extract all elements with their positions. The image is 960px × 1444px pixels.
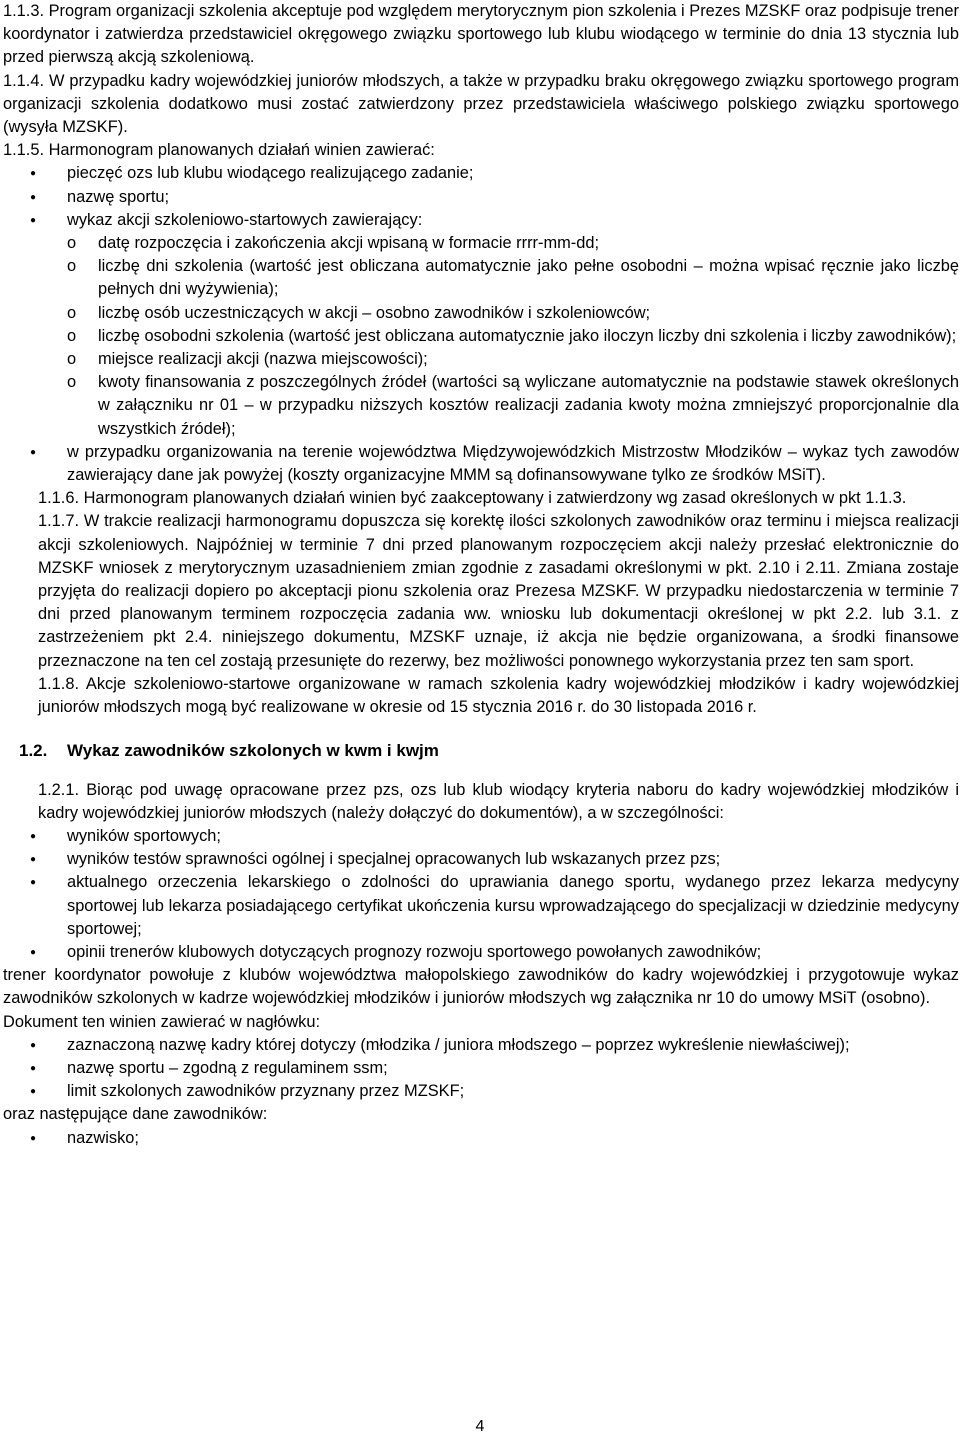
paragraph-text: Dokument ten winien zawierać w nagłówku: xyxy=(3,1012,321,1031)
paragraph-text: aktualnego orzeczenia lekarskiego o zdolności do uprawiania danego sportu, wydanego przez lekarza medycyny sportowej lub lekarza posiadającego certyfikat ukończenia kursu wprowadzającego do specjalizacji w dziedzinie medycyny sportowej; xyxy=(67,873,959,938)
paragraph-text: Biorąc pod uwagę opracowane przez pzs, ozs lub klub wiodący kryteria naboru do kadry wojewódzkiej młodzików i kadry wojewódzkiej juniorów młodszych (należy dołączyć do dokumentów), a w szczególności: xyxy=(38,780,959,822)
paragraph-number: 1.1.5. xyxy=(3,141,45,160)
paragraph-text: zaznaczoną nazwę kadry której dotyczy (młodzika / juniora młodszego – poprzez wykreślenie niewłaściwej); xyxy=(67,1035,850,1054)
bullet-item xyxy=(3,186,959,209)
paragraph xyxy=(3,964,959,1010)
paragraph-text: opinii trenerów klubowych dotyczących prognozy rozwoju sportowego powołanych zawodników; xyxy=(67,942,762,961)
bullet-item xyxy=(3,848,959,871)
paragraph-text: wykaz akcji szkoleniowo-startowych zawierający: xyxy=(67,210,423,229)
bullet-item xyxy=(3,1080,959,1103)
bullet-item xyxy=(3,825,959,848)
paragraph-text: kwoty finansowania z poszczególnych źródeł (wartości są wyliczane automatycznie na podstawie stawek określonych w załączniku nr 01 – w przypadku niższych kosztów realizacji zadania kwoty można zmniejszyć proporcjonalnie dla wszystkich źródeł); xyxy=(98,373,959,438)
bullet-item xyxy=(3,209,959,232)
paragraph-text: W przypadku kadry wojewódzkiej juniorów młodszych, a także w przypadku braku okręgowego związku sportowego program organizacji szkolenia dodatkowo musi zostać zatwierdzony przez przedstawiciela właściwego polskiego związku sportowego (wysyła MZSKF). xyxy=(3,71,959,137)
section-heading xyxy=(3,739,959,762)
bullet-item xyxy=(3,871,959,941)
paragraph-text: wyników testów sprawności ogólnej i specjalnej opracowanych lub wskazanych przez pzs; xyxy=(67,850,721,869)
paragraph-text: nazwę sportu; xyxy=(67,187,170,206)
paragraph-text: wyników sportowych; xyxy=(67,826,221,845)
numbered-paragraph xyxy=(3,139,959,162)
paragraph xyxy=(3,1103,959,1126)
paragraph-text: miejsce realizacji akcji (nazwa miejscowości); xyxy=(98,350,428,369)
numbered-paragraph xyxy=(3,779,959,825)
paragraph-text: trener koordynator powołuje z klubów województwa małopolskiego zawodników do kadry wojewódzkiej i przygotowuje wykaz zawodników szkolonych w kadrze wojewódzkiej młodzików i juniorów młodszych wg załącznika nr 10 do umowy MSiT (osobno). xyxy=(3,966,959,1008)
bullet-item xyxy=(3,1127,959,1150)
paragraph-text: W trakcie realizacji harmonogramu dopuszcza się korektę ilości szkolonych zawodników oraz terminu i miejsca realizacji akcji szkoleniowych. Najpóźniej w terminie 7 dni przed planowanym rozpoczęciem akcji należy przesłać elektronicznie do MZSKF wniosek z merytorycznym uzasadnieniem zmian zgodnie z zasadami określonymi w pkt. 2.10 i 2.11. Zmiana zostaje przyjęta do realizacji dopiero po akceptacji pionu szkolenia oraz Prezesa MZSKF. W przypadku niedostarczenia w terminie 7 dni przed planowanym terminem rozpoczęcia zadania ww. wniosku lub dokumentacji określonej w pkt 2.2. lub 3.1. z zastrzeżeniem pkt 2.4. niniejszego dokumentu, MZSKF uznaje, iż akcja nie będzie organizowana, a środki finansowe przeznaczone na ten cel zostają przesunięte do rezerwy, bez możliwości ponownego wykorzystania przez ten sam sport. xyxy=(38,512,959,670)
paragraph-number: 1.2.1. xyxy=(38,780,80,799)
paragraph xyxy=(3,1011,959,1034)
sub-bullet-item xyxy=(3,302,959,325)
paragraph-text: oraz następujące dane zawodników: xyxy=(3,1105,268,1124)
paragraph-text: liczbę osób uczestniczących w akcji – osobno zawodników i szkoleniowców; xyxy=(98,303,651,322)
paragraph-text: Program organizacji szkolenia akceptuje pod względem merytorycznym pion szkolenia i Prezes MZSKF oraz podpisuje trener koordynator i zatwierdza przedstawiciel okręgowego związku sportowego lub klubu wiodącego w terminie do dnia 13 stycznia lub przed pierwszą akcją szkoleniową. xyxy=(3,2,959,67)
bullet-item xyxy=(3,441,959,487)
sub-bullet-item xyxy=(3,348,959,371)
paragraph-text: Wykaz zawodników szkolonych w kwm i kwjm xyxy=(67,741,439,761)
paragraph-text: nazwę sportu – zgodną z regulaminem ssm; xyxy=(67,1058,388,1077)
page-number: 4 xyxy=(475,1418,485,1435)
numbered-paragraph xyxy=(3,510,959,672)
bullet-item xyxy=(3,162,959,185)
paragraph-number: 1.1.6. xyxy=(38,489,80,508)
numbered-paragraph xyxy=(3,0,959,70)
paragraph-text: liczbę osobodni szkolenia (wartość jest obliczana automatycznie jako iloczyn liczby dni szkolenia i liczby zawodników); xyxy=(98,326,957,345)
bullet-item xyxy=(3,1057,959,1080)
sub-bullet-item xyxy=(3,255,959,301)
paragraph-text: Harmonogram planowanych działań winien być zaakceptowany i zatwierdzony wg zasad określonych w pkt 1.1.3. xyxy=(79,489,907,508)
sub-bullet-item xyxy=(3,232,959,255)
paragraph-text: pieczęć ozs lub klubu wiodącego realizującego zadanie; xyxy=(67,164,474,183)
paragraph-text: w przypadku organizowania na terenie województwa Międzywojewódzkich Mistrzostw Młodzików – wykaz tych zawodów zawierający dane jak powyżej (koszty organizacyjne MMM są dofinansowywane tylko ze środków MSiT). xyxy=(67,442,959,485)
paragraph-number: 1.2. xyxy=(19,741,48,761)
paragraph-text: datę rozpoczęcia i zakończenia akcji wpisaną w formacie rrrr-mm-dd; xyxy=(98,234,600,253)
sub-bullet-item xyxy=(3,325,959,348)
paragraph-number: 1.1.3. xyxy=(3,2,45,20)
bullet-item xyxy=(3,1034,959,1057)
numbered-paragraph xyxy=(3,70,959,140)
document-page xyxy=(3,0,959,1150)
paragraph-number: 1.1.4. xyxy=(3,71,45,90)
paragraph-text: nazwisko; xyxy=(67,1128,139,1147)
paragraph-number: 1.1.7. xyxy=(38,512,80,531)
sub-bullet-item xyxy=(3,371,959,441)
numbered-paragraph xyxy=(3,673,959,719)
paragraph-text: limit szkolonych zawodników przyznany przez MZSKF; xyxy=(67,1082,465,1101)
paragraph-text: Harmonogram planowanych działań winien zawierać: xyxy=(44,141,435,160)
numbered-paragraph xyxy=(3,487,959,510)
paragraph-text: Akcje szkoleniowo-startowe organizowane w ramach szkolenia kadry wojewódzkiej młodzików i kadry wojewódzkiej juniorów młodszych mogą być realizowane w okresie od 15 stycznia 2016 r. do 30 listopada 2016 r. xyxy=(38,674,959,717)
bullet-item xyxy=(3,941,959,964)
paragraph-text: liczbę dni szkolenia (wartość jest obliczana automatycznie jako pełne osobodni – można wpisać ręcznie jako liczbę pełnych dni wyżywienia); xyxy=(98,257,959,299)
paragraph-number: 1.1.8. xyxy=(38,674,80,693)
